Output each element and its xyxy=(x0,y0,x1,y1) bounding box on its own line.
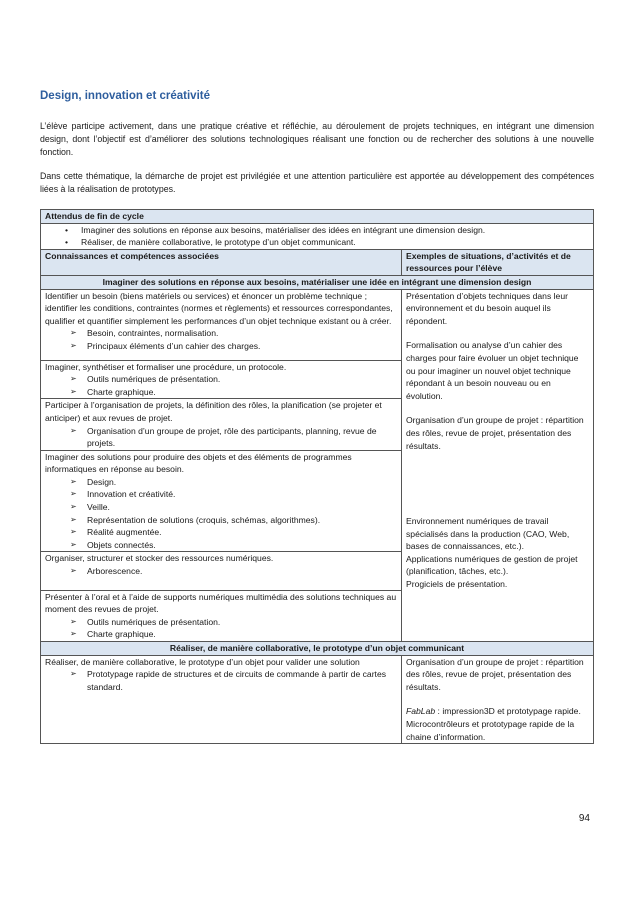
example-text: Progiciels de présentation. xyxy=(406,579,508,590)
section-banner-1: Imaginer des solutions en réponse aux besoins, matérialiser une idée en intégrant une dimension design xyxy=(41,275,594,289)
competence-text: Imaginer des solutions pour produire des objets et des éléments de programmes informatiques en réponse au besoin. xyxy=(45,451,352,475)
competence-text: Organiser, structurer et stocker des ressources numériques. xyxy=(45,553,274,564)
competence-item: ➢ Design. xyxy=(70,476,397,489)
example-text: Organisation d’un groupe de projet : répartition des rôles, revue de projet, présentation des résultats. xyxy=(406,656,584,692)
example-text: Organisation d’un groupe de projet : répartition des rôles, revue de projet, présentation des résultats. xyxy=(406,415,584,451)
example-text: Formalisation ou analyse d’un cahier des charges pour faire évoluer un objet technique ou pour imaginer un nouvel objet technique répondant à un besoin nouveau ou en évolution. xyxy=(406,340,579,401)
competence-item: ➢ Organisation d’un groupe de projet, rôle des participants, planning, revue de projets. xyxy=(70,425,397,450)
competence-item: ➢ Arborescence. xyxy=(70,565,397,578)
fablab-label: FabLab xyxy=(406,706,436,717)
competence-item: ➢ Prototypage rapide de structures et de circuits de commande à partir de cartes standard. xyxy=(70,668,397,693)
competence-item: ➢ Charte graphique. xyxy=(70,386,397,399)
example-text xyxy=(406,705,589,718)
fablab-text: : impression3D et prototypage rapide. xyxy=(435,706,581,717)
page-number: 94 xyxy=(578,813,590,824)
competence-row xyxy=(41,399,402,450)
competence-text: Identifier un besoin (biens matériels ou services) et énoncer un problème technique ; identifier les conditions, contraintes (normes et règlements) et ressources correspondantes, qualifier et quantifier simplement les performances d’un objet technique existant ou à créer. xyxy=(45,290,393,326)
example-text: Microcontrôleurs et prototypage rapide de la chaine d’information. xyxy=(406,718,575,742)
section-title: Design, innovation et créativité xyxy=(40,90,210,102)
competence-item: ➢ Objets connectés. xyxy=(70,539,397,552)
col2-header: Exemples de situations, d’activités et de ressources pour l’élève xyxy=(402,249,594,275)
attendus-header: Attendus de fin de cycle xyxy=(41,210,594,224)
examples-cell-2 xyxy=(402,655,594,744)
competence-item: ➢ Outils numériques de présentation. xyxy=(70,616,397,629)
example-text: Applications numériques de gestion de projet (planification, tâches, etc.). xyxy=(406,553,578,577)
competence-item: ➢ Veille. xyxy=(70,501,397,514)
competence-item: ➢ Réalité augmentée. xyxy=(70,526,397,539)
intro-paragraph-2: Dans cette thématique, la démarche de projet est privilégiée et une attention particulière est apportée au développement des compétences liées à la réalisation de prototypes. xyxy=(40,171,594,195)
section-banner-2: Réaliser, de manière collaborative, le prototype d’un objet communicant xyxy=(41,642,594,656)
competences-table xyxy=(40,209,594,744)
competence-row xyxy=(41,450,402,552)
competence-text: Présenter à l’oral et à l’aide de supports numériques multimédia des solutions techniques au moment des revues de projet. xyxy=(45,591,397,615)
example-text: Environnement numériques de travail spécialisés dans la production (CAO, Web, bases de connaissances, etc.). xyxy=(406,516,570,552)
competence-row xyxy=(41,360,402,399)
competence-row xyxy=(41,289,402,360)
attendu-item: • Réaliser, de manière collaborative, le prototype d’un objet communicant. xyxy=(65,236,589,249)
col1-header: Connaissances et compétences associées xyxy=(41,249,402,275)
competence-text: Imaginer, synthétiser et formaliser une procédure, un protocole. xyxy=(45,361,287,372)
competence-item: ➢ Représentation de solutions (croquis, schémas, algorithmes). xyxy=(70,514,397,527)
competence-row xyxy=(41,590,402,641)
competence-item: ➢ Besoin, contraintes, normalisation. xyxy=(70,327,397,340)
competence-text: Réaliser, de manière collaborative, le prototype d’un objet pour valider une solution xyxy=(45,656,360,667)
attendu-item: • Imaginer des solutions en réponse aux besoins, matérialiser des idées en intégrant une dimension design. xyxy=(65,224,589,237)
attendus-cell xyxy=(41,223,594,249)
example-text: Présentation d’objets techniques dans leur environnement et du besoin auquel ils répondent. xyxy=(406,290,568,326)
competence-text: Participer à l’organisation de projets, la définition des rôles, la planification (se projeter et anticiper) et aux revues de projet. xyxy=(45,400,382,423)
competence-item: ➢ Innovation et créativité. xyxy=(70,488,397,501)
competence-row xyxy=(41,655,402,744)
examples-cell-1 xyxy=(402,289,594,641)
competence-row xyxy=(41,552,402,590)
intro-paragraph-1: L’élève participe activement, dans une pratique créative et réfléchie, au déroulement de projets techniques, en intégrant une dimension design, dont l’objectif est d’améliorer des solutions technologiques réalisant une fonction ou de rechercher des solutions à une nouvelle fonction. xyxy=(40,121,594,158)
competence-item: ➢ Outils numériques de présentation. xyxy=(70,373,397,386)
competence-item: ➢ Principaux éléments d’un cahier des charges. xyxy=(70,340,397,353)
competence-item: ➢ Charte graphique. xyxy=(70,628,397,641)
